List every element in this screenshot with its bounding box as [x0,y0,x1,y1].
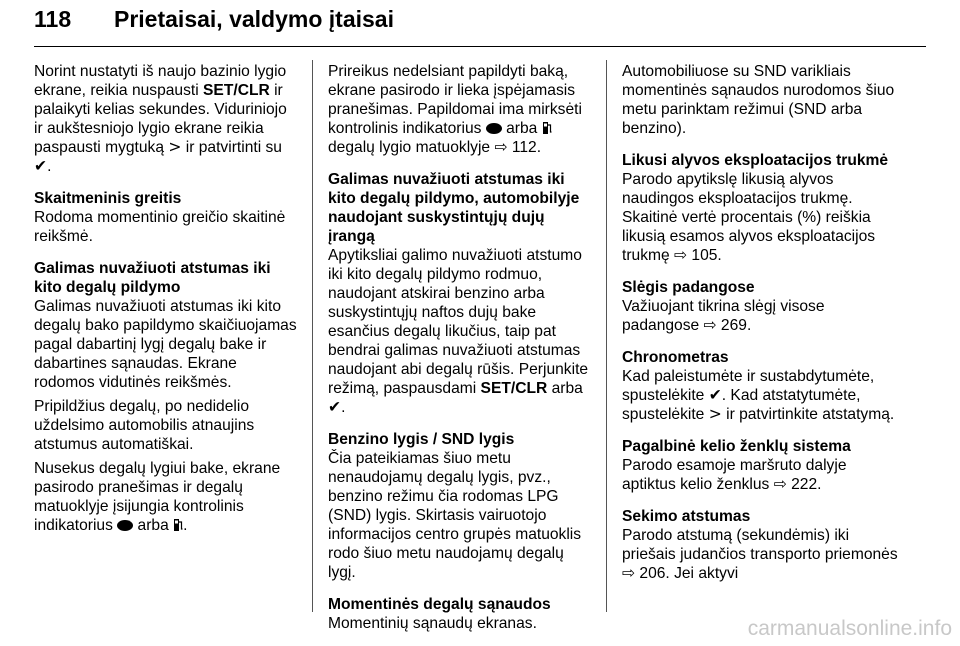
section-heading: Skaitmeninis greitis [34,190,182,207]
reset-paragraph: Norint nustatyti iš naujo bazinio lygio ekrane, reikia nuspausti SET/CLR ir palaikyti kelias sekundes. Viduriniojo ir aukštesniojo lygio ekrane reikia paspausti mygtuką > ir patvirtinti su ✔. [34,63,287,175]
section-digital-speed: Skaitmeninis greitis Rodoma momentinio greičio skaitinė reikšmė. [34,189,298,246]
section-heading: Slėgis padangose [622,279,755,296]
fuel-pump-icon [173,518,183,532]
page-reference-icon: ⇨ [622,564,636,582]
page-reference: 105. [687,247,722,264]
page-reference: 269. [716,317,752,334]
section-following-distance: Sekimo atstumas Parodo atstumą (sekundėmis) iki priešais judančios transporto priemonės ⇨ 206. Jei aktyvi [622,507,902,583]
section-tyre-pressure: Slėgis padangose Važiuojant tikrina slėgį visose padangose ⇨ 269. [622,278,902,335]
section-heading: Galimas nuvažiuoti atstumas iki kito degalų pildymo [34,260,271,296]
section-heading: Sekimo atstumas [622,508,751,525]
refuel-paragraph: Pripildžius degalų, po nedidelio uždelsimo automobilis atnaujins atstumus automatiškai. [34,398,255,453]
section-heading: Momentinės degalų sąnaudos [328,596,551,613]
column-1 [34,62,298,548]
low-fuel-paragraph: Nusekus degalų lygiui bake, ekrane pasirodo pranešimas ir degalų matuoklyje įsijungia kontrolinis indikatorius arba . [34,460,281,534]
section-traffic-sign-assistant: Pagalbinė kelio ženklų sistema Parodo esamoje maršruto dalyje aptiktus kelio ženklus ⇨ 222. [622,437,902,494]
page-reference-icon: ⇨ [494,138,508,156]
column-2 [328,62,592,646]
fuel-pump-icon [542,121,552,135]
section-fuel-level: Benzino lygis / SND lygis Čia pateikiamas šiuo metu nenaudojamų degalų lygis, pvz., benzino režimu čia rodomas LPG (SND) lygis. Skirtasis vairuotojo informacijos centro grupės matuoklis rodo šiuo metu naudojamų degalų lygį. [328,430,592,582]
checkmark-icon: ✔ [34,157,48,175]
page-title: Prietaisai, valdymo įtaisai [114,6,394,32]
chevron-right-icon: > [168,138,182,156]
section-heading: Chronometras [622,349,729,366]
checkmark-icon: ✔ [328,398,342,416]
section-range: Galimas nuvažiuoti atstumas iki kito degalų pildymo Galimas nuvažiuoti atstumas iki kito degalų bako papildymo skaičiuojamas pagal dabartinį lygį degalų bake ir dabartines sąnaudas. Ekrane rodomos vidutinės reikšmės. [34,260,297,391]
watermark: carmanualsonline.info [747,617,952,640]
section-stopwatch: Chronometras Kad paleistumėte ir sustabdytumėte, spustelėkite ✔. Kad atstatytumėte, spustelėkite > ir patvirtinkite atstatymą. [622,348,902,424]
section-oil-life: Likusi alyvos eksploatacijos trukmė Parodo apytikslę likusią alyvos naudingos eksploatacijos trukmę. Skaitinė vertė procentais (%) reiškia likusią esamos alyvos eksploatacijos trukmę ⇨ 105. [622,151,902,265]
page-reference: 206. Jei aktyvi [635,565,739,582]
chevron-right-icon: > [708,405,722,423]
set-clr-label: SET/CLR [480,380,548,397]
page-reference: 222. [786,476,822,493]
set-clr-label: SET/CLR [203,82,270,99]
section-instant-consumption: Momentinės degalų sąnaudos Momentinių sąnaudų ekranas. [328,595,592,633]
filled-oval-icon [117,520,133,531]
section-heading: Pagalbinė kelio ženklų sistema [622,438,851,455]
column-divider [312,60,313,612]
column-3 [622,62,902,596]
refuel-now-paragraph: Prireikus nedelsiant papildyti baką, ekrane pasirodo ir lieka įspėjamasis pranešimas. Papildomai ima mirksėti kontrolinis indikatorius arba degalų lygio matuoklyje ⇨ 112. [328,63,582,156]
section-heading: Galimas nuvažiuoti atstumas iki kito degalų pildymo, automobilyje naudojant suskystintųjų dujų įrangą [328,171,580,245]
page-reference: 112. [507,139,542,156]
column-divider [606,60,607,612]
lpg-consumption-paragraph: Automobiliuose su SND varikliais momentinės sąnaudos nurodomos šiuo metu parinktam režimui (SND arba benzino). [622,63,895,137]
page-reference-icon: ⇨ [703,316,717,334]
page-header [34,4,926,47]
page-reference-icon: ⇨ [674,246,688,264]
section-heading: Benzino lygis / SND lygis [328,431,515,448]
section-lpg-range: Galimas nuvažiuoti atstumas iki kito degalų pildymo, automobilyje naudojant suskystintųjų dujų įrangą Apytiksliai galimo nuvažiuoti atstumo iki kito degalų pildymo rodmuo, naudojant atskirai benzino arba suskystintųjų naftos dujų bake esančius degalų likučius, taip pat bendrai galimas nuvažiuoti atstumas naudojant abi degalų rūšis. Perjunkite režimą, paspausdami SET/CLR arba ✔. [328,170,592,417]
checkmark-icon: ✔ [708,386,722,404]
section-heading: Likusi alyvos eksploatacijos trukmė [622,152,889,169]
filled-oval-icon [486,123,502,134]
page-reference-icon: ⇨ [773,475,787,493]
page-number: 118 [34,6,72,32]
